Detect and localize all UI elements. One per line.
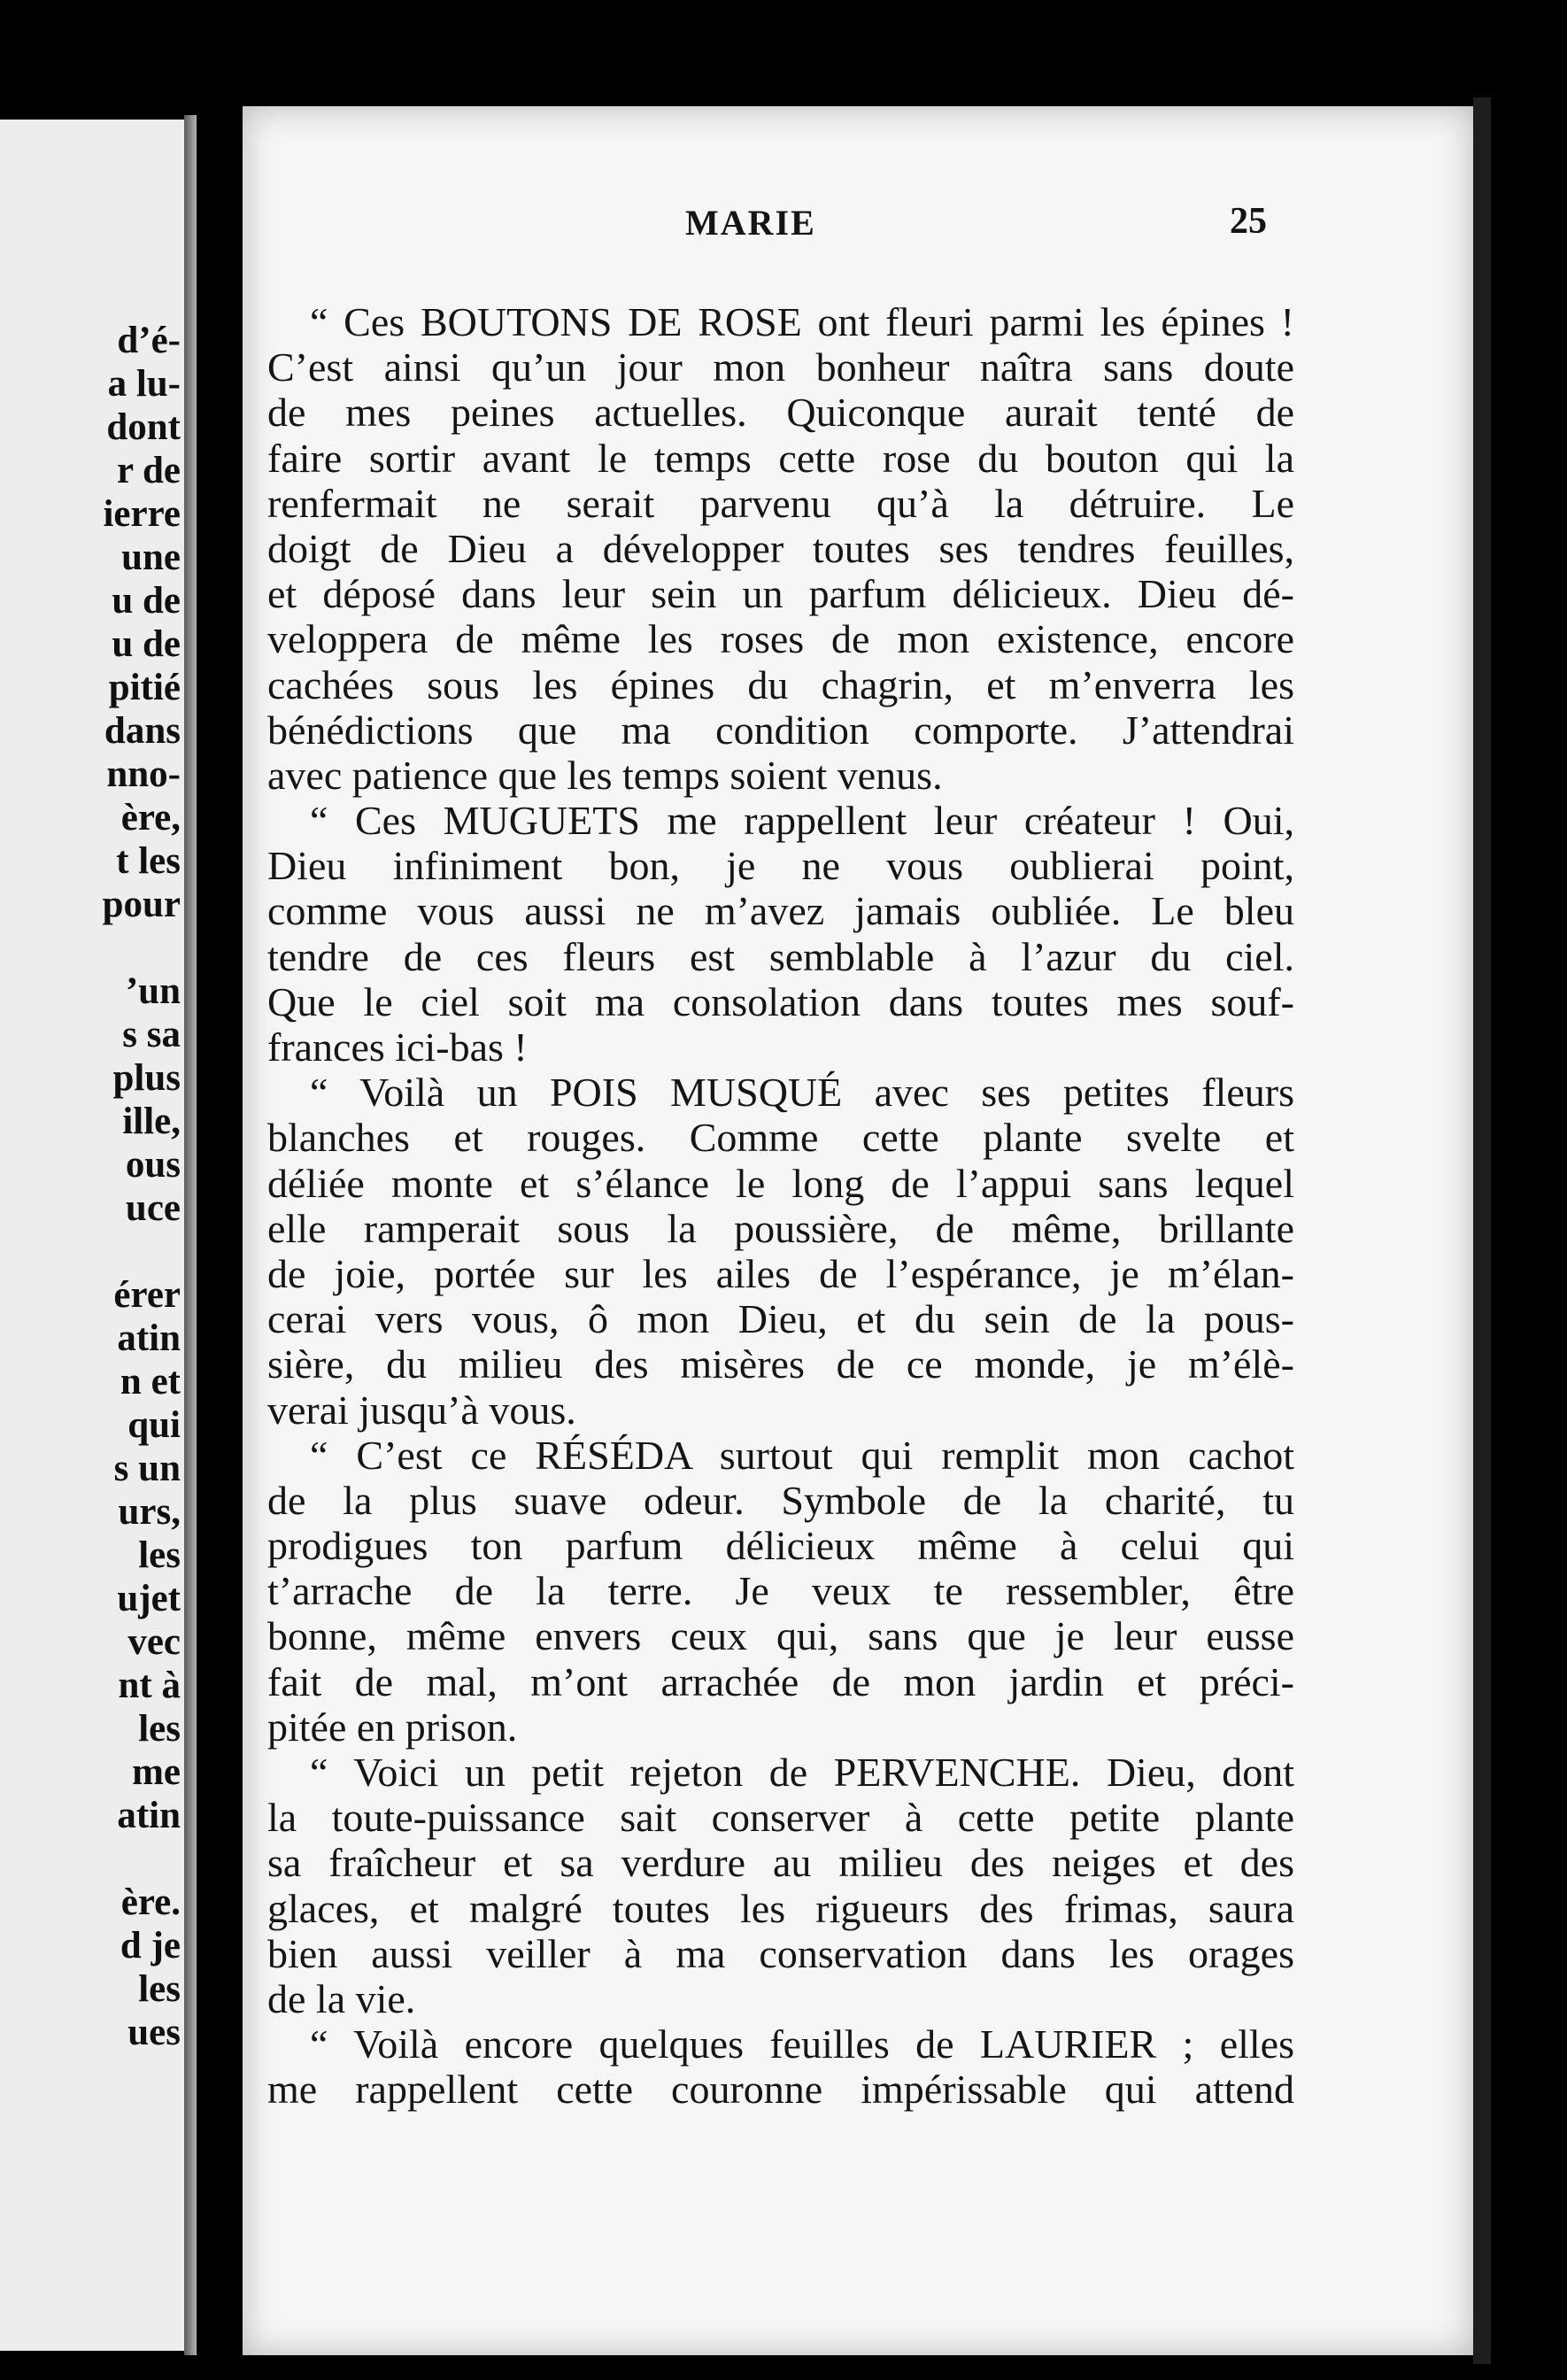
text-line: elle ramperait sous la poussière, de même, brillante	[267, 1205, 1294, 1251]
text-line: blanches et rouges. Comme cette plante svelte et	[267, 1115, 1294, 1161]
text-line: cachées sous les épines du chagrin, et m’enverra les	[267, 661, 1294, 707]
left-page-text-fragments	[103, 319, 181, 2054]
text-line: veloppera de même les roses de mon existence, encore	[267, 616, 1294, 662]
text-line: avec patience que les temps soient venus.	[267, 752, 943, 798]
left-text-fragment: ’un	[125, 970, 181, 1012]
text-line: fait de mal, m’ont arrachée de mon jardin et préci-	[267, 1658, 1294, 1704]
left-text-fragment: nt à	[118, 1665, 181, 1706]
text-line: sa fraîcheur et sa verdure au milieu des neiges et des	[267, 1840, 1294, 1886]
left-text-fragment	[103, 926, 181, 970]
left-text-fragment: t les	[116, 840, 181, 882]
left-text-fragment: d je	[120, 1925, 181, 1967]
left-text-fragment: les	[138, 1708, 181, 1750]
left-text-fragment: atin	[117, 1795, 181, 1836]
left-text-fragment: ère,	[120, 797, 181, 838]
left-text-fragment: r de	[116, 450, 181, 491]
text-line: “ Ces BOUTONS DE ROSE ont fleuri parmi les épines !	[310, 299, 1294, 344]
text-line: “ Voilà un POIS MUSQUÉ avec ses petites fleurs	[310, 1070, 1294, 1116]
left-text-fragment: s un	[113, 1448, 181, 1489]
left-text-fragment: dans	[104, 710, 181, 752]
left-text-fragment: ujet	[117, 1578, 181, 1619]
left-text-fragment: les	[138, 1534, 181, 1576]
left-text-fragment: érer	[113, 1274, 181, 1316]
text-line: tendre de ces fleurs est semblable à l’azur du ciel.	[267, 933, 1294, 979]
text-line: sière, du milieu des misères de ce monde, je m’élè-	[267, 1341, 1294, 1387]
text-line: comme vous aussi ne m’avez jamais oubliée. Le bleu	[267, 888, 1294, 934]
left-text-fragment: qui	[127, 1404, 181, 1446]
text-line: C’est ainsi qu’un jour mon bonheur naîtra sans doute	[267, 344, 1294, 390]
text-line: “ Ces MUGUETS me rappellent leur créateur ! Oui,	[310, 798, 1294, 844]
left-text-fragment	[103, 1837, 181, 1881]
text-line: t’arrache de la terre. Je veux te ressembler, être	[267, 1568, 1294, 1614]
text-line: prodigues ton parfum délicieux même à celui qui	[267, 1523, 1294, 1569]
left-text-fragment: vec	[127, 1621, 181, 1663]
left-text-fragment: s sa	[122, 1014, 181, 1055]
text-line: Que le ciel soit ma consolation dans toutes mes souf-	[267, 978, 1294, 1024]
left-text-fragment: les	[138, 1968, 181, 2010]
left-text-fragment: uce	[125, 1187, 181, 1229]
page-body-text	[267, 299, 1294, 2113]
running-title: MARIE	[685, 203, 816, 243]
text-line: doigt de Dieu a développer toutes ses tendres feuilles,	[267, 525, 1294, 571]
page-header	[243, 202, 1473, 246]
text-line: glaces, et malgré toutes les rigueurs des frimas, saura	[267, 1885, 1294, 1931]
left-text-fragment: u de	[112, 623, 181, 665]
text-line: de mes peines actuelles. Quiconque aurait tenté de	[267, 390, 1294, 436]
left-text-fragment: ous	[125, 1144, 181, 1186]
left-text-fragment: ère.	[120, 1882, 181, 1923]
left-text-fragment: atin	[117, 1318, 181, 1359]
left-text-fragment: n et	[120, 1361, 181, 1402]
text-line: de joie, portée sur les ailes de l’espérance, je m’élan-	[267, 1250, 1294, 1296]
right-page	[243, 106, 1473, 2355]
left-text-fragment: dont	[106, 406, 181, 448]
text-line: “ C’est ce RÉSÉDA surtout qui remplit mon cachot	[310, 1432, 1294, 1478]
left-text-fragment: une	[121, 537, 181, 578]
text-line: “ Voici un petit rejeton de PERVENCHE. Dieu, dont	[310, 1750, 1294, 1795]
left-text-fragment: urs,	[118, 1491, 181, 1533]
text-line: bien aussi veiller à ma conservation dans les orages	[267, 1930, 1294, 1976]
page-number: 25	[1230, 201, 1267, 242]
left-text-fragment: pitié	[108, 667, 181, 708]
text-line: faire sortir avant le temps cette rose du bouton qui la	[267, 435, 1294, 481]
left-text-fragment: d’é-	[117, 320, 181, 361]
text-line: déliée monte et s’élance le long de l’appui sans lequel	[267, 1160, 1294, 1206]
left-text-fragment: u de	[112, 580, 181, 622]
text-line: la toute-puissance sait conserver à cette petite plante	[267, 1795, 1294, 1841]
text-line: me rappellent cette couronne impérissable qui attend	[267, 2067, 1294, 2113]
left-text-fragment: ille,	[122, 1101, 181, 1142]
left-page	[0, 120, 197, 2351]
left-text-fragment: pour	[102, 884, 181, 925]
text-line: Dieu infiniment bon, je ne vous oublierai point,	[267, 843, 1294, 889]
text-line: pitée en prison.	[267, 1704, 518, 1750]
text-line: frances ici-bas !	[267, 1024, 528, 1070]
text-line: verai jusqu’à vous.	[267, 1387, 576, 1433]
text-line: “ Voilà encore quelques feuilles de LAURIER ; elles	[310, 2021, 1294, 2067]
book-gutter	[197, 97, 243, 2364]
left-text-fragment: nno-	[106, 753, 181, 795]
text-line: bonne, même envers ceux qui, sans que je leur eusse	[267, 1613, 1294, 1659]
text-line: cerai vers vous, ô mon Dieu, et du sein de la pous-	[267, 1296, 1294, 1342]
left-text-fragment: ierre	[103, 493, 181, 535]
left-text-fragment: ues	[127, 2012, 181, 2053]
text-line: de la plus suave odeur. Symbole de la charité, tu	[267, 1477, 1294, 1523]
left-text-fragment: me	[132, 1751, 181, 1793]
left-text-fragment	[103, 1230, 181, 1273]
left-text-fragment: a lu-	[107, 363, 181, 405]
left-text-fragment: plus	[112, 1057, 181, 1099]
text-line: bénédictions que ma condition comporte. J’attendrai	[267, 707, 1294, 753]
text-line: de la vie.	[267, 1975, 416, 2021]
page-border	[1473, 97, 1491, 2364]
text-line: renfermait ne serait parvenu qu’à la détruire. Le	[267, 480, 1294, 526]
text-line: et déposé dans leur sein un parfum délicieux. Dieu dé-	[267, 571, 1294, 617]
